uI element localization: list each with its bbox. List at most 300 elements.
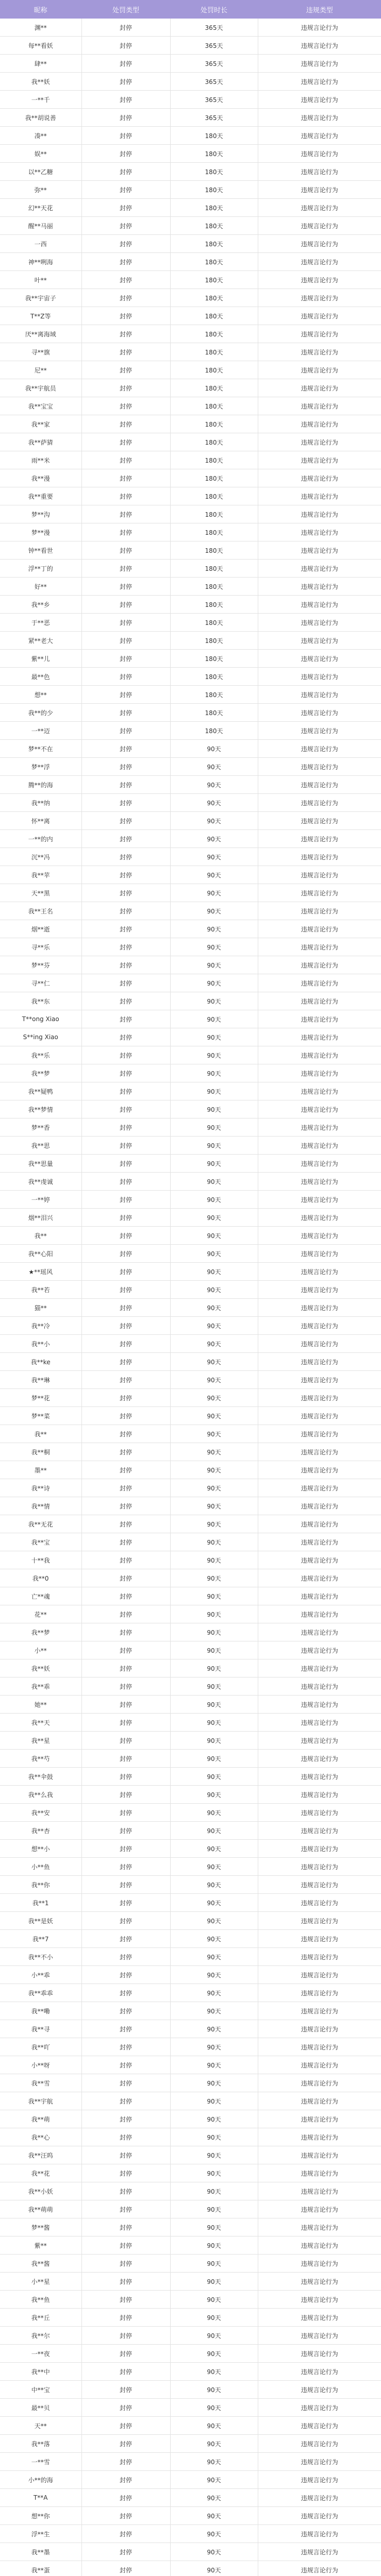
nickname-cell: 我**丘 [0,2309,81,2327]
violation-type-cell: 违规言论行为 [258,2435,381,2453]
table-row [0,1461,381,1479]
nickname-cell: 我**苹 [0,866,81,884]
table-row [0,181,381,199]
nickname-cell: 寻**仁 [0,974,81,992]
punishment-type-cell: 封停 [81,830,170,848]
punishment-duration-cell: 365天 [170,73,258,91]
table-row [0,722,381,740]
table-row [0,668,381,686]
table-row [0,740,381,758]
nickname-cell: 梦**沟 [0,505,81,523]
punishment-duration-cell: 180天 [170,451,258,469]
nickname-cell: 我**小妖 [0,2182,81,2200]
table-row [0,2273,381,2291]
violation-type-cell: 违规言论行为 [258,235,381,253]
table-row [0,1515,381,1533]
punishment-type-cell: 封停 [81,2399,170,2417]
punishment-duration-cell: 180天 [170,181,258,199]
nickname-cell: 我**芍 [0,1750,81,1768]
violation-type-cell: 违规言论行为 [258,668,381,686]
table-row [0,1443,381,1461]
punishment-duration-cell: 90天 [170,1335,258,1353]
nickname-cell: 我** [0,1227,81,1245]
nickname-cell: 梦**不在 [0,740,81,758]
violation-type-cell: 违规言论行为 [258,109,381,127]
violation-type-cell: 违规言论行为 [258,2327,381,2345]
nickname-cell: T**A [0,2489,81,2507]
punishment-duration-cell: 90天 [170,2074,258,2092]
punishment-duration-cell: 180天 [170,505,258,523]
punishment-type-cell: 封停 [81,2561,170,2576]
nickname-cell: 烟**泪兴 [0,1209,81,1227]
nickname-cell: 想** [0,686,81,704]
punishment-type-cell: 封停 [81,127,170,145]
punishment-type-cell: 封停 [81,451,170,469]
punishment-type-cell: 封停 [81,866,170,884]
punishment-type-cell: 封停 [81,1984,170,2002]
table-row [0,1623,381,1641]
nickname-cell: 我**王名 [0,902,81,920]
nickname-cell: 紧**老大 [0,632,81,650]
punishment-duration-cell: 180天 [170,722,258,740]
table-row [0,1227,381,1245]
punishment-type-cell: 封停 [81,722,170,740]
punishment-duration-cell: 90天 [170,1479,258,1497]
violation-type-cell: 违规言论行为 [258,776,381,794]
punishment-duration-cell: 90天 [170,992,258,1010]
table-row [0,469,381,487]
table-row [0,2489,381,2507]
nickname-cell: 我**伞鼓 [0,1768,81,1786]
violation-type-cell: 违规言论行为 [258,1371,381,1389]
punishment-type-cell: 封停 [81,2236,170,2255]
punishment-duration-cell: 90天 [170,2128,258,2146]
punishment-duration-cell: 90天 [170,1515,258,1533]
violation-type-cell: 违规言论行为 [258,433,381,451]
table-row [0,1082,381,1100]
punishment-type-cell: 封停 [81,1028,170,1046]
violation-type-cell: 违规言论行为 [258,578,381,596]
table-row [0,379,381,397]
punishment-type-cell: 封停 [81,2110,170,2128]
punishment-type-cell: 封停 [81,1461,170,1479]
table-row [0,325,381,343]
header-punishment-type: 处罚类型 [81,1,170,19]
punishment-duration-cell: 180天 [170,560,258,578]
table-row [0,1064,381,1082]
nickname-cell: 我**是妖 [0,1912,81,1930]
punishment-duration-cell: 180天 [170,343,258,361]
table-row [0,55,381,73]
punishment-type-cell: 封停 [81,487,170,505]
punishment-type-cell: 封停 [81,1479,170,1497]
violation-type-cell: 违规言论行为 [258,2507,381,2525]
table-row [0,1930,381,1948]
table-row [0,37,381,55]
punishment-type-cell: 封停 [81,938,170,956]
punishment-duration-cell: 180天 [170,163,258,181]
violation-type-cell: 违规言论行为 [258,1984,381,2002]
punishment-duration-cell: 180天 [170,199,258,217]
punishment-type-cell: 封停 [81,1641,170,1659]
punishment-duration-cell: 365天 [170,91,258,109]
nickname-cell: 我**花 [0,2164,81,2182]
nickname-cell: 厌**离海域 [0,325,81,343]
punishment-type-cell: 封停 [81,848,170,866]
table-row [0,1389,381,1407]
punishment-duration-cell: 90天 [170,1281,258,1299]
nickname-cell: 一**雪 [0,2453,81,2471]
table-row [0,1245,381,1263]
nickname-cell: 我**酱 [0,2255,81,2273]
violation-type-cell: 违规言论行为 [258,1461,381,1479]
nickname-cell: 凑** [0,127,81,145]
punishment-duration-cell: 90天 [170,2038,258,2056]
violation-type-cell: 违规言论行为 [258,758,381,776]
violation-type-cell: 违规言论行为 [258,1155,381,1173]
violation-type-cell: 违规言论行为 [258,37,381,55]
violation-type-cell: 违规言论行为 [258,938,381,956]
punishment-duration-cell: 90天 [170,740,258,758]
table-row [0,235,381,253]
table-row [0,2146,381,2164]
punishment-duration-cell: 90天 [170,1551,258,1569]
table-row [0,2525,381,2543]
punishment-type-cell: 封停 [81,2471,170,2489]
punishment-duration-cell: 90天 [170,1407,258,1425]
nickname-cell: 我**吖 [0,2038,81,2056]
punishment-type-cell: 封停 [81,1299,170,1317]
punishment-type-cell: 封停 [81,541,170,560]
table-row [0,812,381,830]
table-row [0,1173,381,1191]
table-row [0,974,381,992]
violation-type-cell: 违规言论行为 [258,2020,381,2038]
punishment-type-cell: 封停 [81,578,170,596]
violation-type-cell: 违规言论行为 [258,1966,381,1984]
punishment-duration-cell: 90天 [170,2435,258,2453]
violation-type-cell: 违规言论行为 [258,1822,381,1840]
nickname-cell: 娱** [0,145,81,163]
table-row [0,866,381,884]
punishment-duration-cell: 90天 [170,2020,258,2038]
punishment-duration-cell: 180天 [170,596,258,614]
violation-type-cell: 违规言论行为 [258,2309,381,2327]
table-row [0,2200,381,2218]
table-row [0,1299,381,1317]
punishment-type-cell: 封停 [81,55,170,73]
table-row [0,2110,381,2128]
punishment-type-cell: 封停 [81,1209,170,1227]
table-row [0,19,381,37]
table-row [0,1353,381,1371]
violation-type-cell: 违规言论行为 [258,2399,381,2417]
violation-type-cell: 违规言论行为 [258,1750,381,1768]
violation-type-cell: 违规言论行为 [258,1335,381,1353]
punishment-duration-cell: 180天 [170,127,258,145]
nickname-cell: 梦**菜 [0,1407,81,1425]
nickname-cell: 天**黑 [0,884,81,902]
table-row [0,2381,381,2399]
violation-type-cell: 违规言论行为 [258,1533,381,1551]
nickname-cell: 我**不小 [0,1948,81,1966]
violation-type-cell: 违规言论行为 [258,1082,381,1100]
punishment-type-cell: 封停 [81,1082,170,1100]
table-row [0,1912,381,1930]
violation-type-cell: 违规言论行为 [258,469,381,487]
table-row [0,1804,381,1822]
violation-type-cell: 违规言论行为 [258,848,381,866]
punishment-type-cell: 封停 [81,19,170,37]
violation-type-cell: 违规言论行为 [258,271,381,289]
nickname-cell: 我**胡说善 [0,109,81,127]
punishment-type-cell: 封停 [81,1768,170,1786]
punishment-duration-cell: 180天 [170,668,258,686]
nickname-cell: 一**迈 [0,722,81,740]
table-row [0,704,381,722]
nickname-cell: 好** [0,578,81,596]
violation-type-cell: 违规言论行为 [258,1281,381,1299]
punishment-duration-cell: 180天 [170,632,258,650]
punishment-type-cell: 封停 [81,1858,170,1876]
table-row [0,938,381,956]
violation-type-cell: 违规言论行为 [258,614,381,632]
nickname-cell: 想**小 [0,1840,81,1858]
table-row [0,433,381,451]
punishment-duration-cell: 180天 [170,433,258,451]
table-row [0,2309,381,2327]
violation-type-cell: 违规言论行为 [258,1046,381,1064]
nickname-cell: 小**乖 [0,1966,81,1984]
violation-type-cell: 违规言论行为 [258,1263,381,1281]
table-row [0,2363,381,2381]
punishment-type-cell: 封停 [81,361,170,379]
table-row [0,1317,381,1335]
table-row [0,1714,381,1732]
nickname-cell: 一西 [0,235,81,253]
punishment-type-cell: 封停 [81,1677,170,1696]
nickname-cell: 最**贝 [0,2399,81,2417]
table-row [0,902,381,920]
punishment-type-cell: 封停 [81,1064,170,1082]
punishment-duration-cell: 90天 [170,2002,258,2020]
punishment-type-cell: 封停 [81,523,170,541]
punishment-duration-cell: 90天 [170,1894,258,1912]
violation-type-cell: 违规言论行为 [258,541,381,560]
punishment-duration-cell: 180天 [170,397,258,415]
nickname-cell: 我** [0,1425,81,1443]
violation-type-cell: 违规言论行为 [258,596,381,614]
violation-type-cell: 违规言论行为 [258,812,381,830]
table-row [0,1191,381,1209]
punishment-type-cell: 封停 [81,433,170,451]
punishment-duration-cell: 90天 [170,2092,258,2110]
punishment-duration-cell: 90天 [170,938,258,956]
punishment-duration-cell: 180天 [170,379,258,397]
nickname-cell: 我**诗 [0,1479,81,1497]
nickname-cell: 我**乡 [0,596,81,614]
punishment-duration-cell: 90天 [170,1155,258,1173]
punishment-duration-cell: 180天 [170,289,258,307]
punishment-type-cell: 封停 [81,2327,170,2345]
table-row [0,1010,381,1028]
punishment-duration-cell: 90天 [170,2525,258,2543]
punishment-duration-cell: 90天 [170,2489,258,2507]
punishment-duration-cell: 90天 [170,2561,258,2576]
punishment-type-cell: 封停 [81,2273,170,2291]
violation-type-cell: 违规言论行为 [258,560,381,578]
nickname-cell: 她** [0,1696,81,1714]
punishment-duration-cell: 180天 [170,578,258,596]
nickname-cell: 我**无花 [0,1515,81,1533]
punishment-duration-cell: 90天 [170,2309,258,2327]
violation-type-cell: 违规言论行为 [258,1551,381,1569]
violation-type-cell: 违规言论行为 [258,91,381,109]
punishment-type-cell: 封停 [81,596,170,614]
table-row [0,145,381,163]
table-row [0,1028,381,1046]
violation-type-cell: 违规言论行为 [258,1623,381,1641]
violation-type-cell: 违规言论行为 [258,632,381,650]
violation-type-cell: 违规言论行为 [258,1191,381,1209]
violation-type-cell: 违规言论行为 [258,992,381,1010]
nickname-cell: 我**天 [0,1714,81,1732]
punishment-duration-cell: 180天 [170,307,258,325]
punishment-type-cell: 封停 [81,2489,170,2507]
punishment-duration-cell: 180天 [170,235,258,253]
violation-type-cell: 违规言论行为 [258,361,381,379]
punishment-duration-cell: 90天 [170,902,258,920]
punishment-type-cell: 封停 [81,2146,170,2164]
nickname-cell: 一**的内 [0,830,81,848]
violation-type-cell: 违规言论行为 [258,2363,381,2381]
table-row [0,1263,381,1281]
punishment-type-cell: 封停 [81,1948,170,1966]
violation-type-cell: 违规言论行为 [258,1587,381,1605]
punishment-duration-cell: 90天 [170,1010,258,1028]
violation-type-cell: 违规言论行为 [258,379,381,397]
table-row [0,1551,381,1569]
punishment-duration-cell: 365天 [170,109,258,127]
punishment-type-cell: 封停 [81,1696,170,1714]
nickname-cell: 每**看妖 [0,37,81,55]
punishment-type-cell: 封停 [81,415,170,433]
punishment-type-cell: 封停 [81,776,170,794]
punishment-type-cell: 封停 [81,2128,170,2146]
violation-type-cell: 违规言论行为 [258,1677,381,1696]
punishment-type-cell: 封停 [81,271,170,289]
nickname-cell: 我**么我 [0,1786,81,1804]
nickname-cell: 幻**天花 [0,199,81,217]
violation-type-cell: 违规言论行为 [258,1515,381,1533]
punishment-type-cell: 封停 [81,1876,170,1894]
punishment-type-cell: 封停 [81,920,170,938]
punishment-duration-cell: 90天 [170,1425,258,1443]
violation-type-cell: 违规言论行为 [258,1605,381,1623]
table-row [0,794,381,812]
punishment-type-cell: 封停 [81,1551,170,1569]
nickname-cell: 尼** [0,361,81,379]
nickname-cell: 我**中 [0,2363,81,2381]
punishment-duration-cell: 90天 [170,776,258,794]
punishment-duration-cell: 90天 [170,1641,258,1659]
nickname-cell: 我**乖乖 [0,1984,81,2002]
nickname-cell: 我**心阳 [0,1245,81,1263]
punishment-duration-cell: 90天 [170,1046,258,1064]
nickname-cell: ★**瑶风 [0,1263,81,1281]
punishment-type-cell: 封停 [81,2525,170,2543]
nickname-cell: 浮**丁的 [0,560,81,578]
nickname-cell: 我**琳 [0,1371,81,1389]
nickname-cell: 紫**儿 [0,650,81,668]
punishment-type-cell: 封停 [81,704,170,722]
nickname-cell: 我**落 [0,2435,81,2453]
violation-type-cell: 违规言论行为 [258,866,381,884]
violation-type-cell: 违规言论行为 [258,1569,381,1587]
table-row [0,2399,381,2417]
violation-type-cell: 违规言论行为 [258,650,381,668]
punishment-duration-cell: 90天 [170,1948,258,1966]
table-row [0,127,381,145]
punishment-type-cell: 封停 [81,1804,170,1822]
table-row [0,2345,381,2363]
table-row [0,73,381,91]
violation-type-cell: 违规言论行为 [258,127,381,145]
table-row [0,2236,381,2255]
table-row [0,1569,381,1587]
punishment-type-cell: 封停 [81,1930,170,1948]
table-row [0,830,381,848]
punishment-type-cell: 封停 [81,686,170,704]
table-row [0,1840,381,1858]
table-row [0,415,381,433]
punishment-type-cell: 封停 [81,1443,170,1461]
violation-type-cell: 违规言论行为 [258,181,381,199]
nickname-cell: 我**宇宙子 [0,289,81,307]
punishment-type-cell: 封停 [81,145,170,163]
violation-type-cell: 违规言论行为 [258,2002,381,2020]
punishment-type-cell: 封停 [81,1425,170,1443]
punishment-type-cell: 封停 [81,2255,170,2273]
punishment-type-cell: 封停 [81,163,170,181]
punishment-duration-cell: 90天 [170,1137,258,1155]
punishment-duration-cell: 90天 [170,1118,258,1137]
punishment-type-cell: 封停 [81,812,170,830]
violation-type-cell: 违规言论行为 [258,794,381,812]
violation-type-cell: 违规言论行为 [258,1696,381,1714]
violation-type-cell: 违规言论行为 [258,73,381,91]
nickname-cell: 烟**逝 [0,920,81,938]
punishment-type-cell: 封停 [81,2038,170,2056]
punishment-type-cell: 封停 [81,2020,170,2038]
punishment-duration-cell: 90天 [170,1912,258,1930]
nickname-cell: 梦**花 [0,1389,81,1407]
violation-type-cell: 违规言论行为 [258,145,381,163]
violation-type-cell: 违规言论行为 [258,1137,381,1155]
violation-type-cell: 违规言论行为 [258,451,381,469]
violation-type-cell: 违规言论行为 [258,1425,381,1443]
table-row [0,1497,381,1515]
punishment-type-cell: 封停 [81,1389,170,1407]
violation-type-cell: 违规言论行为 [258,1209,381,1227]
punishment-duration-cell: 90天 [170,2200,258,2218]
header-punishment-duration: 处罚时长 [170,1,258,19]
punishment-type-cell: 封停 [81,1371,170,1389]
table-row [0,1118,381,1137]
punishment-type-cell: 封停 [81,1010,170,1028]
table-row [0,289,381,307]
nickname-cell: 梦**芬 [0,956,81,974]
